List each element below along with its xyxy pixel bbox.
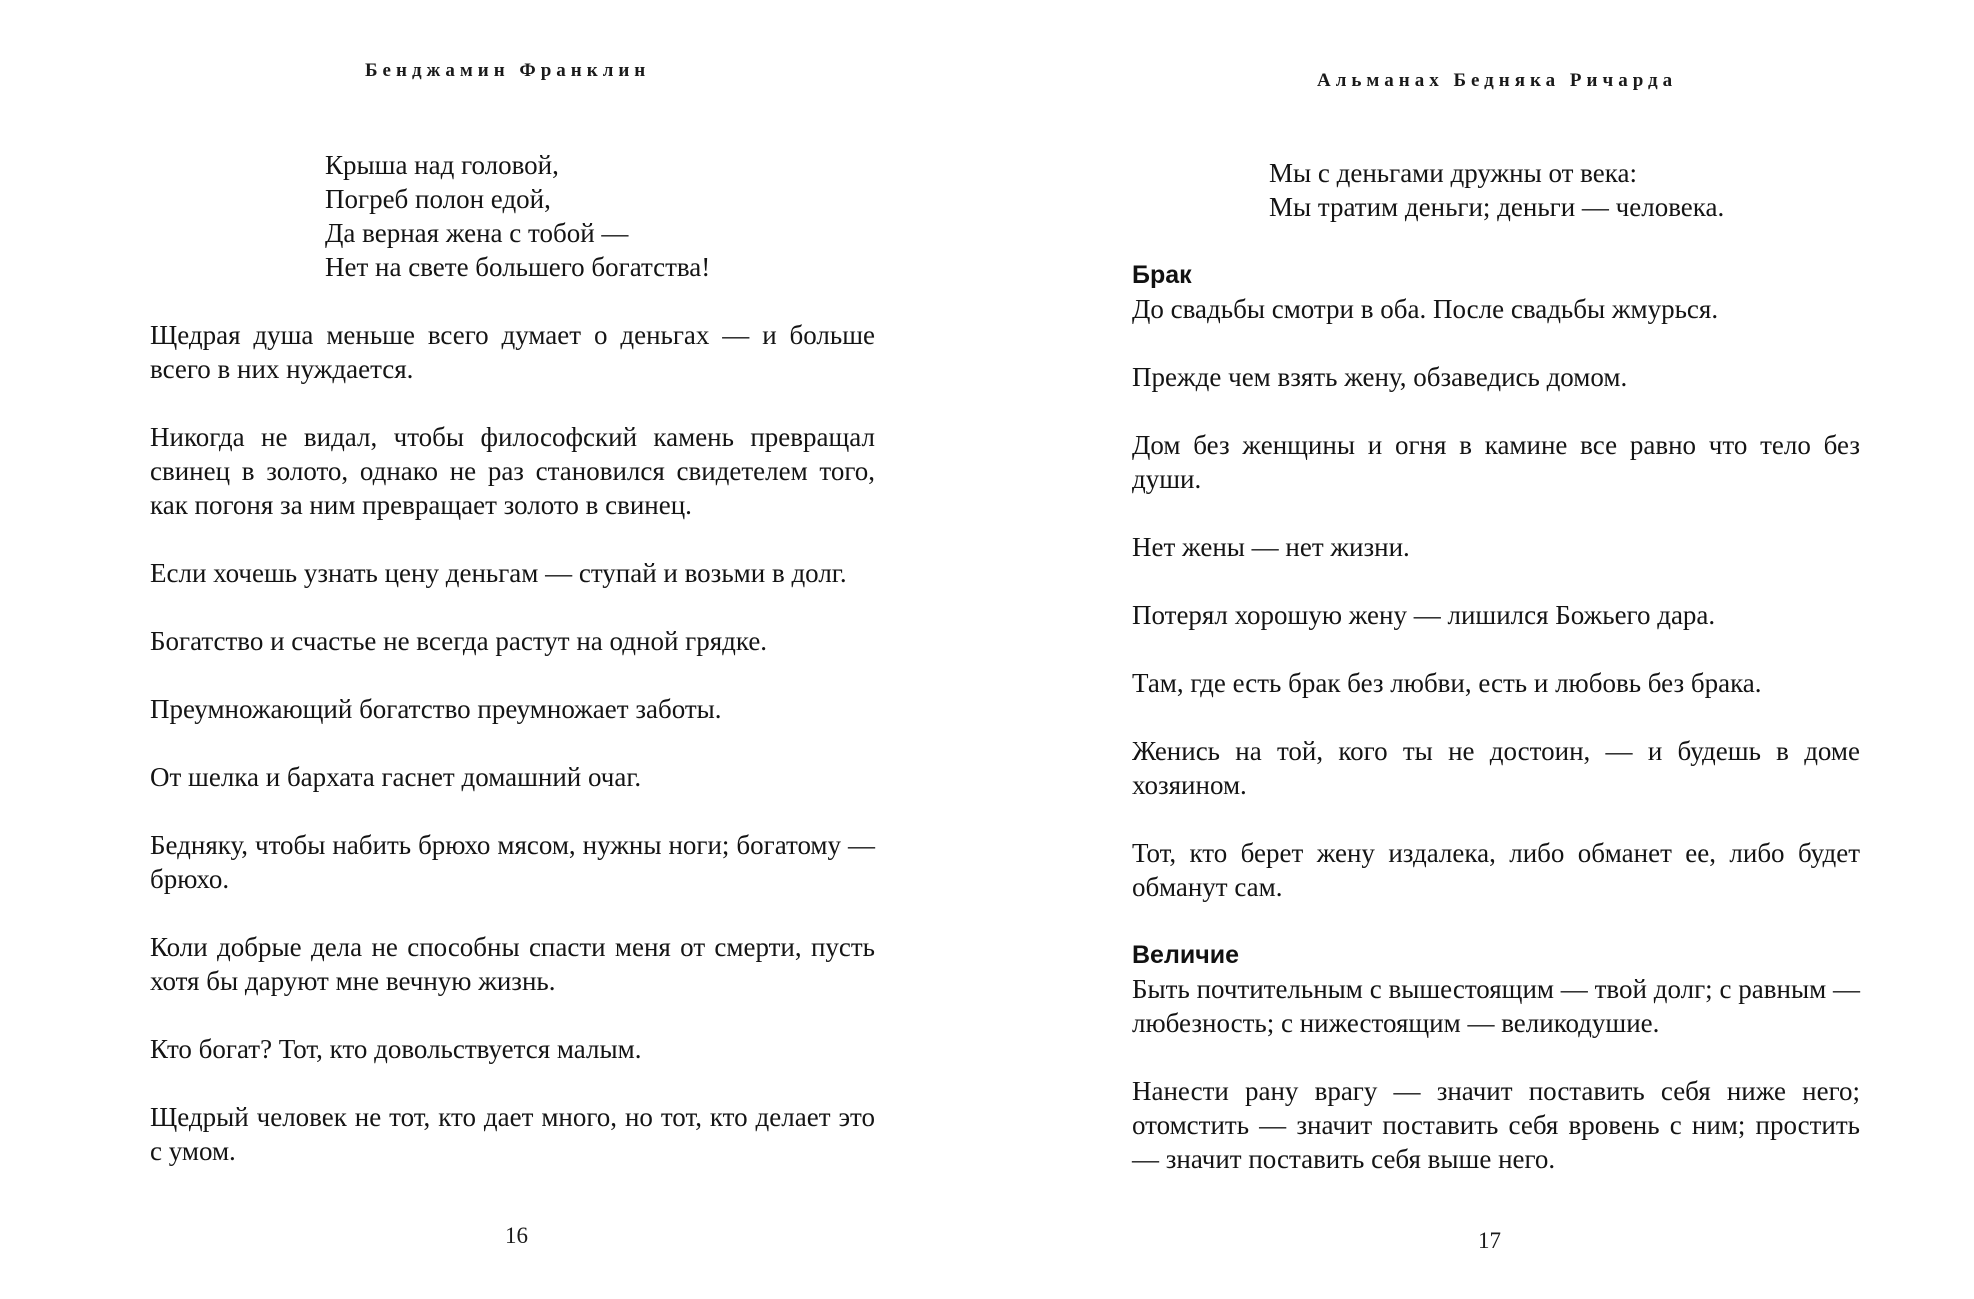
aphorism: Никогда не видал, чтобы философский камень превращал свинец в золото, однако не раз становился свидетелем того, как погоня за ним превращает золото в свинец. [150,422,875,520]
page-number: 17 [1478,1228,1501,1253]
aphorism: Нанести рану врагу — значит поставить себя ниже него; отомстить — значит поставить себя вровень с ним; простить — значит поставить себя выше него. [1132,1076,1860,1174]
aphorism: Преумножающий богатство преумножает заботы. [150,694,722,724]
verse-line: Крыша над головой, [325,150,559,180]
aphorism: Потерял хорошую жену — лишился Божьего дара. [1132,600,1716,630]
aphorism: Быть почтительным с вышестоящим — твой долг; с равным — любезность; с нижестоящим — великодушие. [1132,974,1860,1038]
section-title: Величие [1132,941,1239,969]
verse-block [325,148,875,284]
verse-block [1269,156,1860,224]
section-title: Брак [1132,261,1192,289]
aphorism: Если хочешь узнать цену деньгам — ступай и возьми в долг. [150,558,847,588]
verse-line: Погреб полон едой, [325,184,551,214]
aphorism: Прежде чем взять жену, обзаведись домом. [1132,362,1628,392]
aphorism: Дом без женщины и огня в камине все равно что тело без души. [1132,430,1860,494]
aphorism: Щедрая душа меньше всего думает о деньгах — и больше всего в них нуждается. [150,320,875,384]
verse-line: Нет на свете большего богатства! [325,252,711,282]
right-page-body [1132,156,1860,1210]
aphorism: Бедняку, чтобы набить брюхо мясом, нужны ноги; богатому — брюхо. [150,830,875,894]
verse-line: Мы с деньгами дружны от века: [1269,158,1637,188]
aphorism: Тот, кто берет жену издалека, либо обманет ее, либо будет обманут сам. [1132,838,1860,902]
page-number: 16 [505,1223,528,1248]
aphorism: Женись на той, кого ты не достоин, — и будешь в доме хозяином. [1132,736,1860,800]
aphorism: От шелка и бархата гаснет домашний очаг. [150,762,642,792]
aphorism: Богатство и счастье не всегда растут на одной грядке. [150,626,768,656]
aphorism: Щедрый человек не тот, кто дает много, но тот, кто делает это с умом. [150,1102,875,1166]
section-marriage [1132,258,1860,904]
running-head-title: Альманах Бедняка Ричарда [1317,70,1678,91]
aphorism: Нет жены — нет жизни. [1132,532,1410,562]
aphorism: До свадьбы смотри в оба. После свадьбы жмурься. [1132,294,1719,324]
section-greatness [1132,938,1860,1176]
aphorism: Коли добрые дела не способны спасти меня от смерти, пусть хотя бы даруют мне вечную жизнь. [150,932,875,996]
running-head-author: Бенджамин Франклин [365,60,651,81]
left-page-body [150,148,875,1202]
right-page [990,0,1974,1299]
aphorism: Кто богат? Тот, кто довольствуется малым. [150,1034,642,1064]
verse-line: Мы тратим деньги; деньги — человека. [1269,192,1725,222]
verse-line: Да верная жена с тобой — [325,218,629,248]
aphorism: Там, где есть брак без любви, есть и любовь без брака. [1132,668,1762,698]
